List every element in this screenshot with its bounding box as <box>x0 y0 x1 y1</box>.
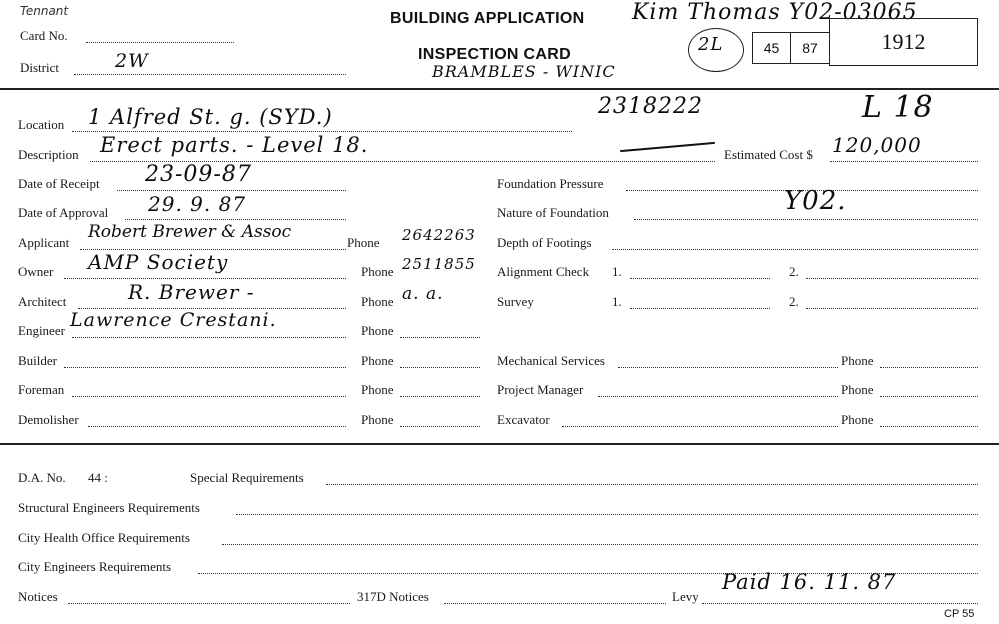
notices-317d-line <box>444 603 666 604</box>
date-approval-label: Date of Approval <box>18 205 109 220</box>
mech-services-line <box>618 367 838 368</box>
date-approval-line <box>125 219 346 220</box>
district-line <box>74 74 346 75</box>
estimated-cost-value: 120,000 <box>832 133 922 157</box>
location-label: Location <box>18 117 65 132</box>
structural-req-label: Structural Engineers Requirements <box>18 500 200 515</box>
description-label: Description <box>18 147 79 162</box>
owner-value: AMP Society <box>88 250 229 274</box>
header-box-2-text: 87 <box>802 40 818 56</box>
mech-phone-label: Phone <box>841 353 874 368</box>
excavator-label: Excavator <box>497 412 550 427</box>
notices-label: Notices <box>18 589 58 604</box>
pm-phone-label: Phone <box>841 382 874 397</box>
levy-label: Levy <box>672 589 699 604</box>
date-approval-value: 29. 9. 87 <box>148 192 247 216</box>
project-manager-label: Project Manager <box>497 382 584 397</box>
foreman-line <box>72 396 346 397</box>
notices-line <box>68 603 350 604</box>
da-no-value: 44 : <box>88 470 108 485</box>
mech-services-label: Mechanical Services <box>497 353 605 368</box>
health-req-label: City Health Office Requirements <box>18 530 190 545</box>
da-no-label: D.A. No. <box>18 470 66 485</box>
demolisher-phone-line <box>400 426 480 427</box>
location-value: 1 Alfred St. g. (SYD.) <box>88 105 333 129</box>
applicant-value: Robert Brewer & Assoc <box>88 222 292 242</box>
district-value: 2W <box>115 50 149 72</box>
engineer-phone-line <box>400 337 480 338</box>
top-left-scribble: Tennant <box>20 4 69 18</box>
date-receipt-label: Date of Receipt <box>18 176 100 191</box>
builder-phone-label: Phone <box>361 353 394 368</box>
survey-2-label: 2. <box>789 294 799 309</box>
foreman-label: Foreman <box>18 382 65 397</box>
demolisher-phone-label: Phone <box>361 412 394 427</box>
nature-foundation-line <box>634 219 978 220</box>
structural-req-line <box>236 514 978 515</box>
alignment-2-label: 2. <box>789 264 799 279</box>
alignment-2-line <box>806 278 978 279</box>
applicant-phone-value: 2642263 <box>402 226 476 244</box>
demolisher-line <box>88 426 346 427</box>
form-code: CP 55 <box>944 608 975 620</box>
pm-phone-line <box>880 396 978 397</box>
notices-317d-label: 317D Notices <box>357 589 429 604</box>
levy-line <box>702 603 978 604</box>
mech-phone-line <box>880 367 978 368</box>
header-box-3-text: 1912 <box>881 29 926 54</box>
architect-phone-value: a. a. <box>402 284 444 304</box>
architect-phone-label: Phone <box>361 294 394 309</box>
levy-value: Paid 16. 11. 87 <box>722 570 897 594</box>
demolisher-label: Demolisher <box>18 412 79 427</box>
excavator-phone-label: Phone <box>841 412 874 427</box>
engineer-line <box>72 337 346 338</box>
engineer-label: Engineer <box>18 323 65 338</box>
header-box-1-text: 45 <box>763 40 780 56</box>
depth-footings-line <box>612 249 978 250</box>
location-code: L 18 <box>862 90 934 125</box>
nature-foundation-value: Y02. <box>784 186 847 216</box>
builder-phone-line <box>400 367 480 368</box>
owner-line <box>64 278 346 279</box>
nature-foundation-label: Nature of Foundation <box>497 205 609 220</box>
health-req-line <box>222 544 978 545</box>
alignment-label: Alignment Check <box>497 264 590 279</box>
applicant-label: Applicant <box>18 235 70 250</box>
architect-label: Architect <box>18 294 67 309</box>
rule-top <box>0 88 999 90</box>
survey-label: Survey <box>497 294 534 309</box>
survey-1-line <box>630 308 770 309</box>
header-box-1 <box>752 32 791 64</box>
rule-middle <box>0 443 999 445</box>
handwritten-under-title: BRAMBLES - WINIC <box>432 62 616 81</box>
date-receipt-value: 23-09-87 <box>145 162 252 187</box>
alignment-1-label: 1. <box>612 264 622 279</box>
card-no-line <box>86 42 234 43</box>
survey-2-line <box>806 308 978 309</box>
form-title-line1: BUILDING APPLICATION <box>390 10 585 27</box>
engineer-value: Lawrence Crestani. <box>70 309 277 331</box>
architect-value: R. Brewer - <box>128 280 255 304</box>
applicant-phone-label: Phone <box>347 235 380 250</box>
foundation-pressure-label: Foundation Pressure <box>497 176 604 191</box>
builder-line <box>64 367 346 368</box>
header-box-3 <box>829 18 978 66</box>
special-req-line <box>326 484 978 485</box>
builder-label: Builder <box>18 353 57 368</box>
foreman-phone-label: Phone <box>361 382 394 397</box>
depth-footings-label: Depth of Footings <box>497 235 592 250</box>
description-value: Erect parts. - Level 18. <box>100 133 369 157</box>
header-box-2 <box>790 32 830 64</box>
project-manager-line <box>598 396 838 397</box>
district-label: District <box>20 60 59 75</box>
estimated-cost-line <box>830 161 978 162</box>
circled-mark: 2L <box>698 34 724 55</box>
excavator-line <box>562 426 838 427</box>
alignment-1-line <box>630 278 770 279</box>
owner-phone-label: Phone <box>361 264 394 279</box>
description-dash <box>620 142 715 152</box>
owner-label: Owner <box>18 264 54 279</box>
engineer-phone-label: Phone <box>361 323 394 338</box>
foreman-phone-line <box>400 396 480 397</box>
card-no-label: Card No. <box>20 28 68 43</box>
estimated-cost-label: Estimated Cost $ <box>724 147 813 162</box>
excavator-phone-line <box>880 426 978 427</box>
special-req-label: Special Requirements <box>190 470 304 485</box>
date-receipt-line <box>117 190 346 191</box>
location-number: 2318222 <box>598 94 703 119</box>
owner-phone-value: 2511855 <box>402 255 476 273</box>
survey-1-label: 1. <box>612 294 622 309</box>
handwritten-top-right: Kim Thomas Y02-03065 <box>632 0 918 25</box>
location-line <box>72 131 572 132</box>
city-eng-req-label: City Engineers Requirements <box>18 559 172 574</box>
form-title-line2: INSPECTION CARD <box>418 46 571 63</box>
